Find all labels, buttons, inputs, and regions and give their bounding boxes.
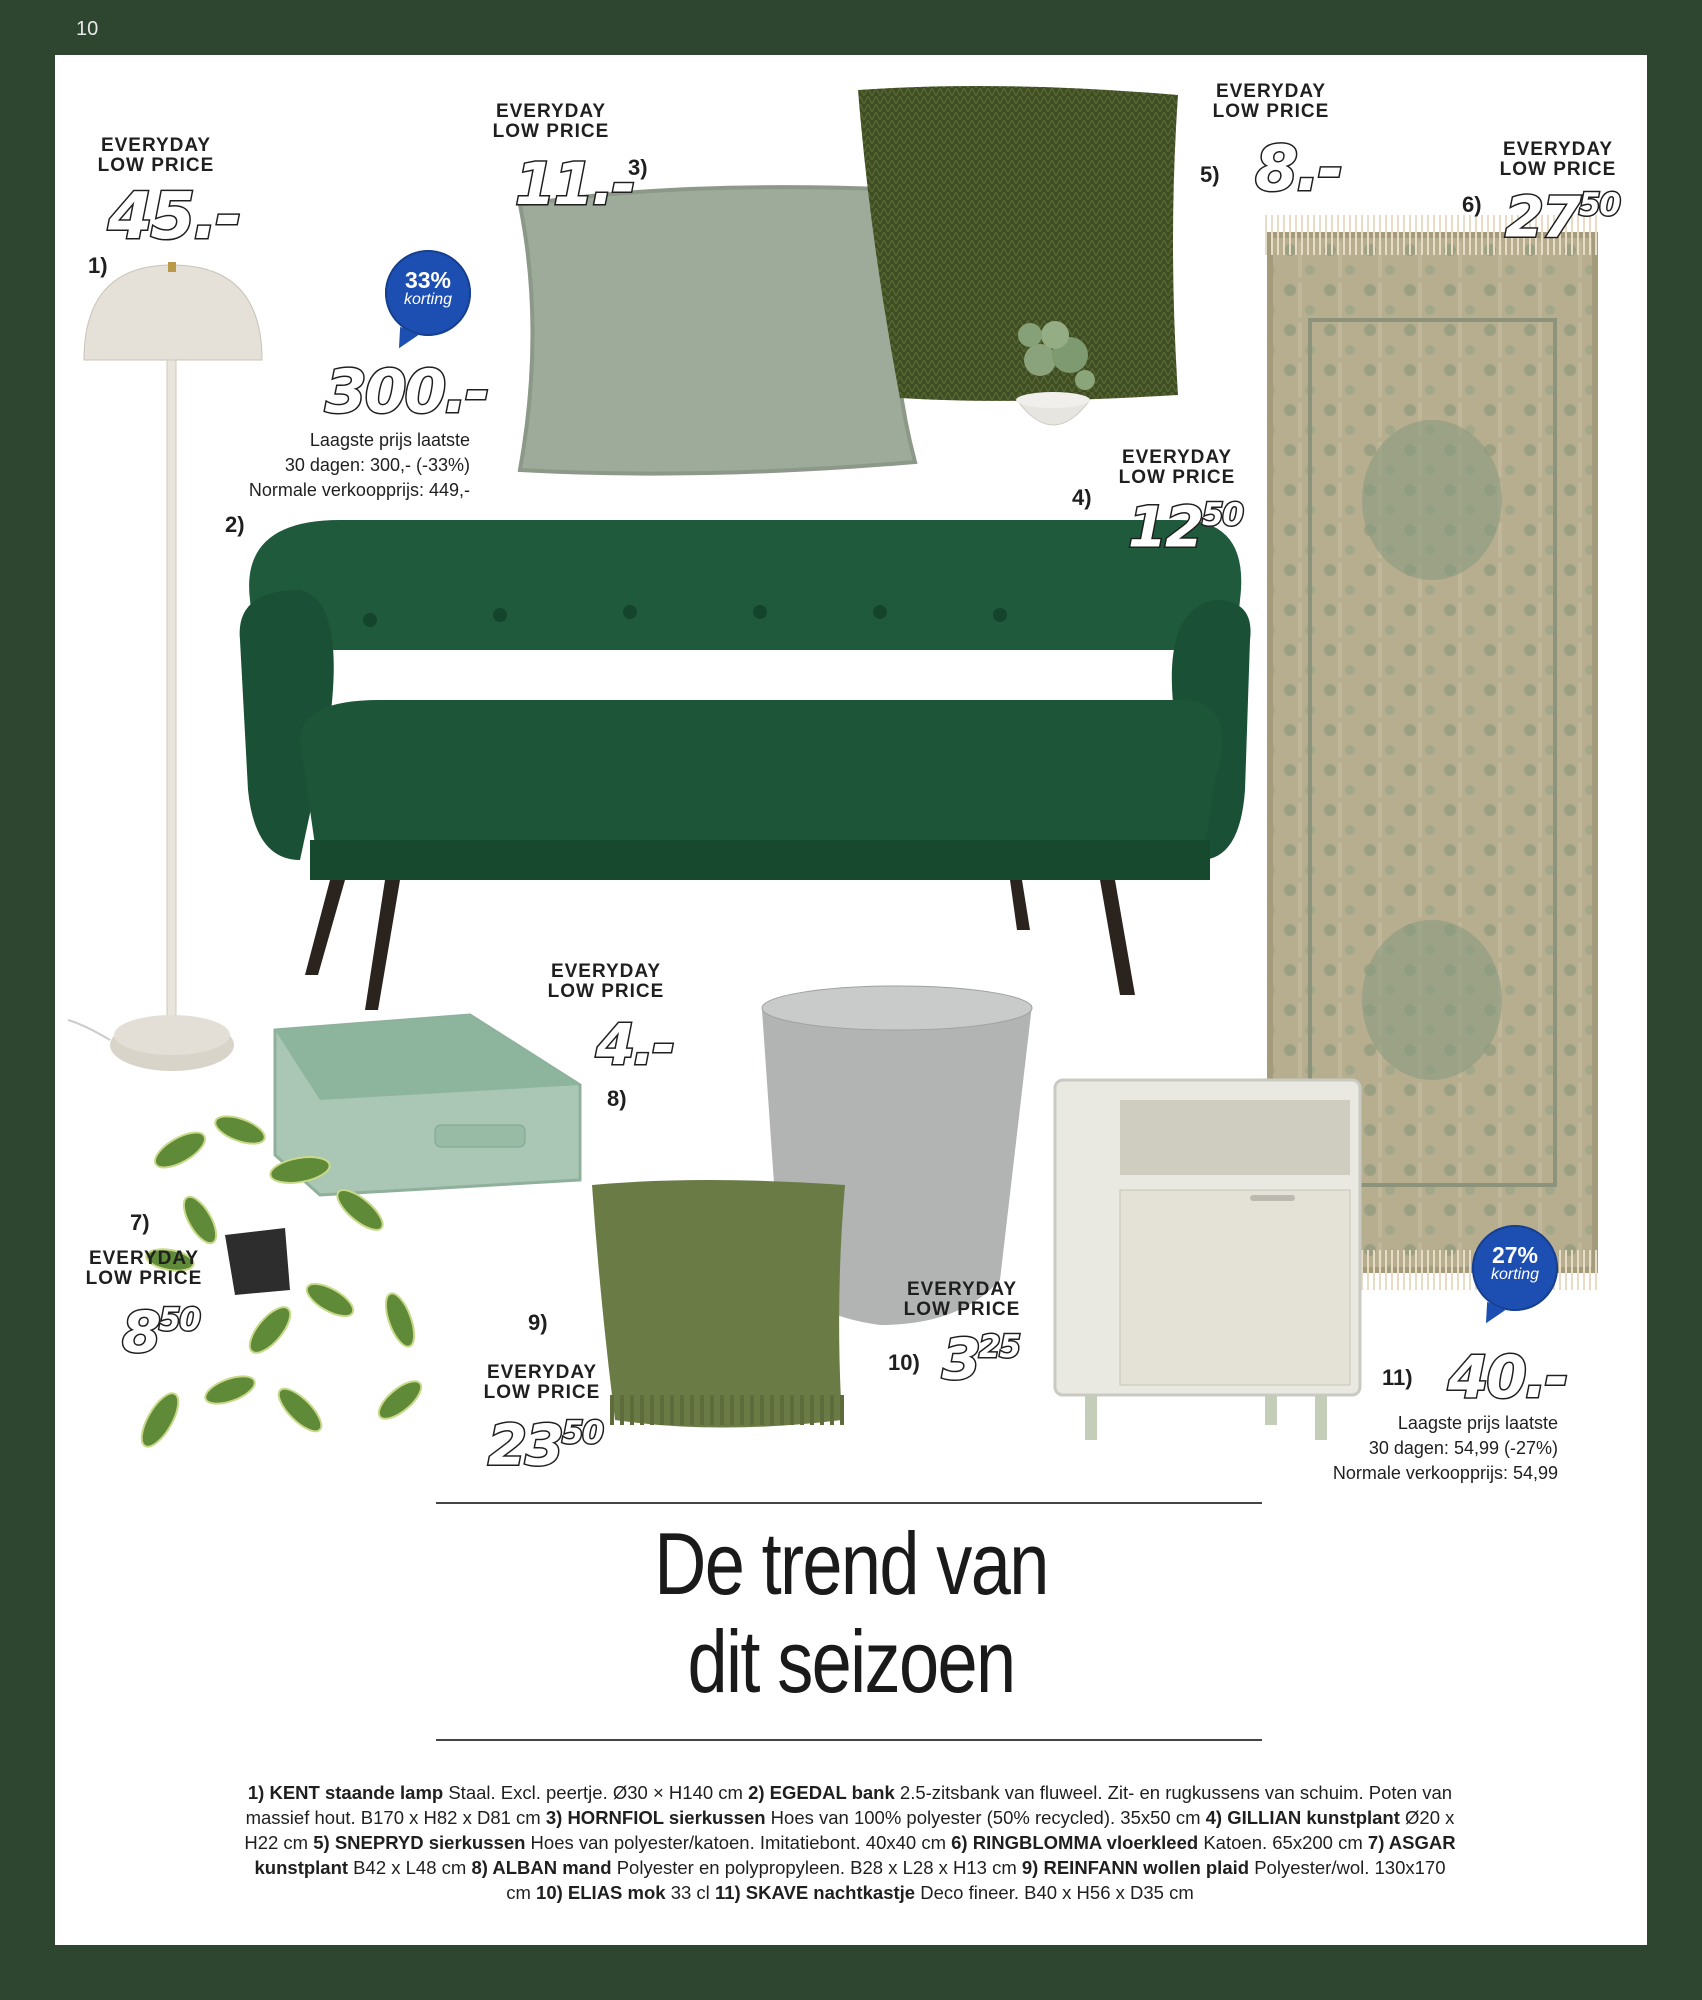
item-number: 7) (130, 1210, 150, 1235)
price-tag: 11.- (515, 150, 634, 218)
everyday-low-price-label: EVERYDAY LOW PRICE (492, 101, 610, 142)
everyday-low-price-label: EVERYDAY LOW PRICE (1212, 81, 1330, 122)
page-headline: De trend van dit seizoen (654, 1514, 1048, 1711)
item-number: 4) (1072, 485, 1092, 510)
price-tag: $12^{50}$ (1128, 495, 1243, 561)
description-item: 7) ASGAR kunstplant B42 x L48 cm (254, 1832, 1456, 1878)
item-number: 8) (607, 1086, 627, 1111)
price-tag: 8.- (1255, 132, 1342, 205)
price-tag: 300.- (325, 357, 488, 427)
discount-percent: 27% (1491, 1242, 1539, 1268)
discount-label: korting (403, 291, 453, 308)
item-number: 10) (888, 1350, 920, 1375)
price-history-note: Laagste prijs laatste 30 dagen: 300,- (-33%) Normale verkoopprijs: 449,- (248, 430, 470, 500)
item-number: 9) (528, 1310, 548, 1335)
item-number: 6) (1462, 192, 1482, 217)
product-descriptions (240, 1780, 1460, 1905)
everyday-low-price-label: EVERYDAY LOW PRICE (903, 1279, 1021, 1320)
item-number: 1) (88, 253, 108, 278)
item-number: 3) (628, 155, 648, 180)
discount-badge (1472, 1225, 1558, 1311)
description-item: 9) REINFANN wollen plaid Polyester/wol. 130x170 cm (506, 1857, 1446, 1903)
description-item: 6) RINGBLOMMA vloerkleed Katoen. 65x200 cm (951, 1832, 1368, 1853)
price-tag: 4.- (596, 1013, 674, 1078)
green-sofa-image (240, 520, 1251, 1010)
discount-badge (385, 250, 471, 336)
divider-top (436, 1502, 1262, 1504)
price-tag: $8^{50}$ (122, 1300, 200, 1366)
description-item: 11) SKAVE nachtkastje Deco fineer. B40 x H56 x D35 cm (714, 1882, 1194, 1903)
page-number: 10 (76, 18, 99, 40)
everyday-low-price-label: EVERYDAY LOW PRICE (97, 135, 215, 176)
everyday-low-price-label: EVERYDAY LOW PRICE (547, 961, 665, 1002)
price-tag: 40.- (1448, 1343, 1567, 1411)
fur-cushion-image (858, 86, 1178, 401)
item-number: 2) (225, 512, 245, 537)
wool-throw-image (592, 1180, 845, 1428)
item-number: 11) (1382, 1365, 1413, 1390)
everyday-low-price-label: EVERYDAY LOW PRICE (1499, 139, 1617, 180)
nightstand-image (1055, 1080, 1360, 1440)
description-item: 5) SNEPRYD sierkussen Hoes van polyester/katoen. Imitatiebont. 40x40 cm (313, 1832, 952, 1853)
description-item: 3) HORNFIOL sierkussen Hoes van 100% polyester (50% recycled). 35x50 cm (545, 1807, 1206, 1828)
description-item: 2) EGEDAL bank 2.5-zitsbank van fluweel. Zit- en rugkussens van schuim. Poten van massief hout. B170 x H82 x D81 cm (245, 1782, 1453, 1828)
everyday-low-price-label: EVERYDAY LOW PRICE (1118, 447, 1236, 488)
price-tag: $3^{25}$ (942, 1327, 1020, 1393)
description-item: 1) KENT staande lamp Staal. Excl. peertje. Ø30 × H140 cm (247, 1782, 749, 1803)
everyday-low-price-label: EVERYDAY LOW PRICE (85, 1248, 203, 1289)
description-item: 4) GILLIAN kunstplant Ø20 x H22 cm (244, 1807, 1455, 1853)
everyday-low-price-label: EVERYDAY LOW PRICE (483, 1362, 601, 1403)
description-item: 8) ALBAN mand Polyester en polypropyleen. B28 x L28 x H13 cm (471, 1857, 1022, 1878)
price-tag: 45.- (108, 180, 240, 254)
floor-lamp-image (68, 262, 262, 1071)
description-item: 10) ELIAS mok 33 cl (536, 1882, 715, 1903)
price-tag: $27^{50}$ (1505, 185, 1620, 251)
price-history-note: Laagste prijs laatste 30 dagen: 54,99 (-27%) Normale verkoopprijs: 54,99 (1332, 1413, 1558, 1483)
discount-label: korting (1490, 1266, 1540, 1283)
discount-percent: 33% (404, 267, 452, 293)
divider-bottom (436, 1739, 1262, 1741)
item-number: 5) (1200, 162, 1220, 187)
grey-cushion-image (520, 187, 915, 473)
price-tag: $23^{50}$ (488, 1413, 603, 1479)
